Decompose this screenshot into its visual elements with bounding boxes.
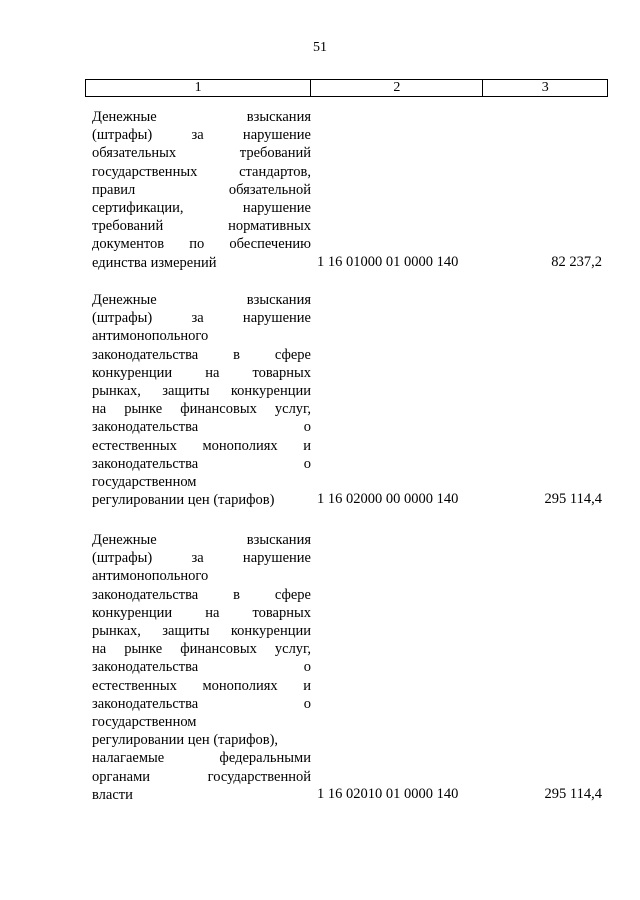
description-line: требований нормативных: [92, 218, 311, 235]
row-amount: 82 237,2: [551, 254, 602, 270]
description-line: на рынке финансовых услуг,: [92, 401, 311, 418]
description-line: Денежные взыскания: [92, 292, 311, 308]
description-line: конкуренции на товарных: [92, 604, 311, 621]
description-line: Денежные взыскания: [92, 109, 311, 125]
description-line: сертификации, нарушение: [92, 200, 311, 217]
description-line: государственном: [92, 474, 197, 491]
row-amount: 295 114,4: [544, 786, 602, 802]
row-code: 1 16 01000 01 0000 140: [317, 254, 459, 270]
description-line: (штрафы) за нарушение: [92, 550, 311, 567]
description-line: Денежные взыскания: [92, 532, 311, 548]
description-line: власти: [92, 786, 133, 803]
description-line: государственном: [92, 714, 197, 731]
description-line: (штрафы) за нарушение: [92, 310, 311, 327]
description-line: законодательства о: [92, 659, 311, 676]
row-description: [92, 531, 311, 804]
description-line: органами государственной: [92, 768, 311, 785]
description-line: естественных монополиях и: [92, 437, 311, 454]
description-line: конкуренции на товарных: [92, 364, 311, 381]
description-line: регулировании цен (тарифов): [92, 492, 275, 509]
row-description: [92, 108, 311, 272]
page-number: 51: [313, 40, 327, 55]
description-line: регулировании цен (тарифов),: [92, 732, 279, 749]
description-line: обязательных требований: [92, 145, 311, 162]
column-header-1: 1: [86, 80, 311, 96]
description-line: правил обязательной: [92, 181, 311, 198]
description-line: антимонопольного: [92, 328, 209, 345]
row-description: [92, 291, 311, 509]
table-header: [85, 79, 608, 97]
column-header-3: 3: [541, 80, 549, 95]
description-line: налагаемые федеральными: [92, 750, 311, 767]
row-amount: 295 114,4: [544, 491, 602, 507]
column-header-2: 2: [311, 80, 483, 96]
description-line: законодательства о: [92, 455, 311, 472]
description-line: законодательства о: [92, 419, 311, 436]
description-line: документов по обеспечению: [92, 236, 311, 253]
row-code: 1 16 02010 01 0000 140: [317, 786, 459, 802]
description-line: законодательства в сфере: [92, 346, 311, 363]
row-code: 1 16 02000 00 0000 140: [317, 491, 459, 507]
description-line: рынках, защиты конкуренции: [92, 623, 311, 640]
description-line: законодательства в сфере: [92, 586, 311, 603]
description-line: единства измерений: [92, 254, 217, 271]
description-line: естественных монополиях и: [92, 677, 311, 694]
description-line: на рынке финансовых услуг,: [92, 641, 311, 658]
description-line: рынках, защиты конкуренции: [92, 383, 311, 400]
description-line: законодательства о: [92, 695, 311, 712]
description-line: (штрафы) за нарушение: [92, 127, 311, 144]
description-line: государственных стандартов,: [92, 163, 311, 180]
description-line: антимонопольного: [92, 568, 209, 585]
